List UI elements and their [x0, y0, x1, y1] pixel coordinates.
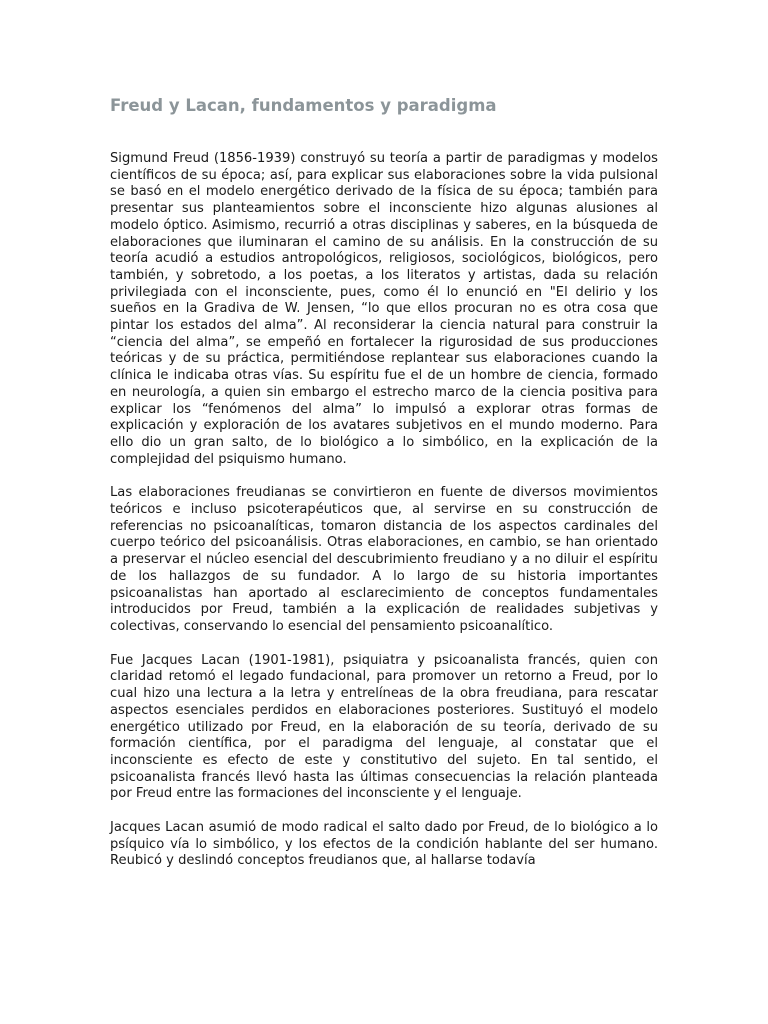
document-title: Freud y Lacan, fundamentos y paradigma: [110, 96, 497, 115]
paragraph-1: Sigmund Freud (1856-1939) construyó su teoría a partir de paradigmas y modelos científicos de su época; así, para explicar sus elaboraciones sobre la vida pulsional se basó en el modelo energético derivado de la física de su época; también para presentar sus planteamientos sobre el inconsciente hizo algunas alusiones al modelo óptico. Asimismo, recurrió a otras disciplinas y saberes, en la búsqueda de elaboraciones que iluminaran el camino de su análisis. En la construcción de su teoría acudió a estudios antropológicos, religiosos, sociológicos, biológicos, pero también, y sobretodo, a los poetas, a los literatos y artistas, dada su relación privilegiada con el inconsciente, pues, como él lo enunció en "El delirio y los sueños en la Gradiva de W. Jensen, “lo que ellos procuran no es otra cosa que pintar los estados del alma”. Al reconsiderar la ciencia natural para construir la “ciencia del alma”, se empeñó en fortalecer la rigurosidad de sus producciones teóricas y de su práctica, permitiéndose replantear sus elaboraciones cuando la clínica le indicaba otras vías. Su espíritu fue el de un hombre de ciencia, formado en neurología, a quien sin embargo el estrecho marco de la ciencia positiva para explicar los “fenómenos del alma” lo impulsó a explorar otras formas de explicación y exploración de los avatares subjetivos en el mundo moderno. Para ello dio un gran salto, de lo biológico a lo simbólico, en la explicación de la complejidad del psiquismo humano.: [110, 151, 658, 467]
paragraph-2: Las elaboraciones freudianas se convirtieron en fuente de diversos movimientos teóricos e incluso psicoterapéuticos que, al servirse en su construcción de referencias no psicoanalíticas, tomaron distancia de los aspectos cardinales del cuerpo teórico del psicoanálisis. Otras elaboraciones, en cambio, se han orientado a preservar el núcleo esencial del descubrimiento freudiano y a no diluir el espíritu de los hallazgos de su fundador. A lo largo de su historia importantes psicoanalistas han aportado al esclarecimiento de conceptos fundamentales introducidos por Freud, también a la explicación de realidades subjetivas y colectivas, conservando lo esencial del pensamiento psicoanalítico.: [110, 485, 658, 634]
paragraph-3: Fue Jacques Lacan (1901-1981), psiquiatra y psicoanalista francés, quien con claridad retomó el legado fundacional, para promover un retorno a Freud, por lo cual hizo una lectura a la letra y entrelíneas de la obra freudiana, para rescatar aspectos esenciales perdidos en elaboraciones posteriores. Sustituyó el modelo energético utilizado por Freud, en la elaboración de su teoría, derivado de su formación científica, por el paradigma del lenguaje, al constatar que el inconsciente es efecto de este y constitutivo del sujeto. En tal sentido, el psicoanalista francés llevó hasta las últimas consecuencias la relación planteada por Freud entre las formaciones del inconsciente y el lenguaje.: [110, 652, 658, 802]
paragraph-4: Jacques Lacan asumió de modo radical el salto dado por Freud, de lo biológico a lo psíquico vía lo simbólico, y los efectos de la condición hablante del ser humano. Reubicó y deslindó conceptos freudianos que, al hallarse todavía: [110, 820, 658, 869]
document-page: [110, 95, 658, 887]
